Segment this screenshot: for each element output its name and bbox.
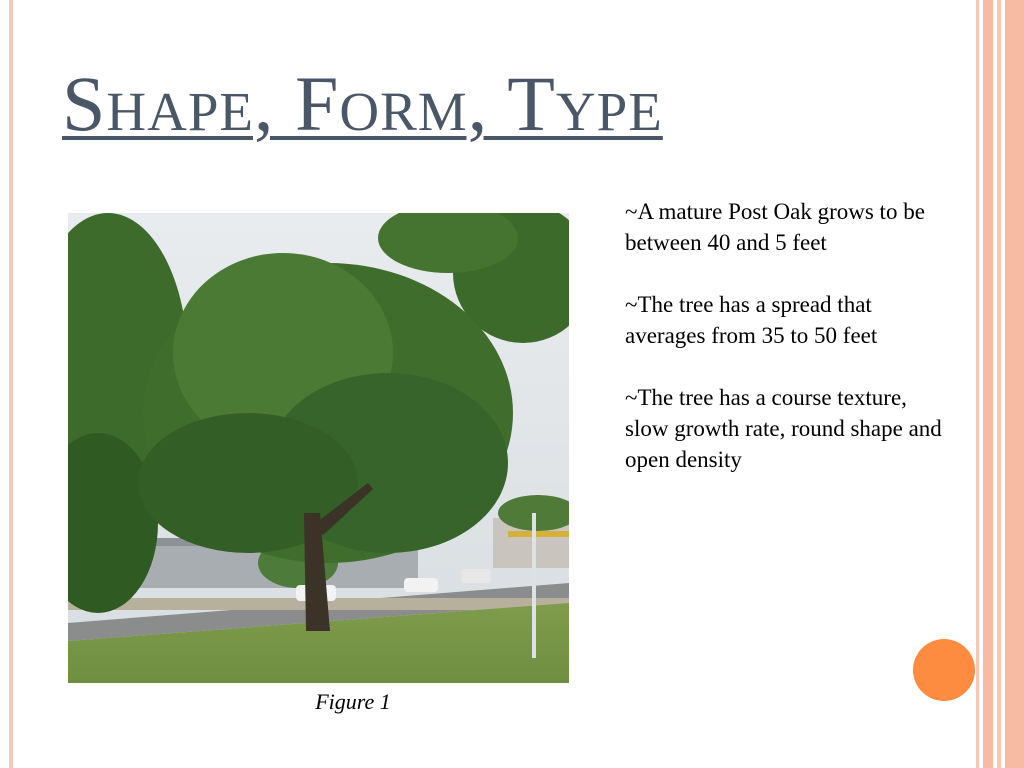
bullet-item: ~The tree has a spread that averages from 35 to 50 feet	[625, 292, 878, 348]
stripe	[997, 0, 1001, 768]
post-oak-tree-photo	[68, 213, 569, 683]
bullet-list	[625, 196, 955, 506]
figure-caption: Figure 1	[315, 689, 391, 714]
right-decorative-stripes	[976, 0, 1024, 768]
bullet-item: ~A mature Post Oak grows to be between 40 and 5 feet	[625, 199, 925, 255]
left-border-line	[9, 0, 13, 768]
stripe	[976, 0, 979, 768]
decorative-orange-circle	[913, 639, 975, 701]
slide-title: Shape, Form, Type	[62, 60, 663, 147]
stripe	[1005, 0, 1024, 768]
stripe	[983, 0, 993, 768]
bullet-item: ~The tree has a course texture, slow growth rate, round shape and open density	[625, 385, 942, 472]
